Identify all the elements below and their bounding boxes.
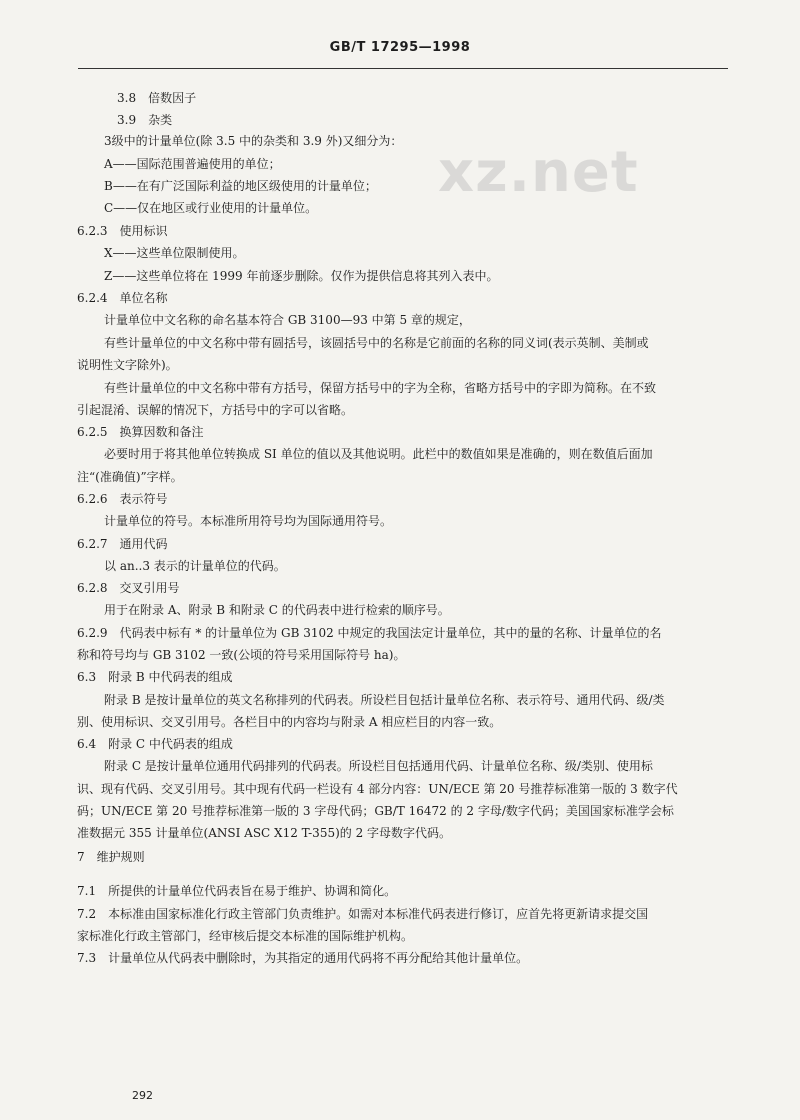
paragraph-line: 计量单位的符号。本标准所用符号均为国际通用符号。 [104,514,393,528]
header-rule [78,68,728,69]
section-heading-6-3: 6.3 附录 B 中代码表的组成 [77,670,233,684]
paragraph-line: A——国际范围普遍使用的单位； [104,157,281,171]
section-heading-6-2-4: 6.2.4 单位名称 [77,291,168,305]
paragraph-line: 有些计量单位的中文名称中带有圆括号，该圆括号中的名称是它前面的名称的同义词(表示英制、美制或 [104,336,649,350]
paragraph-line: 必要时用于将其他单位转换成 SI 单位的值以及其他说明。此栏中的数值如果是准确的，则在数值后面加 [104,447,653,461]
paragraph-line: 称和符号均与 GB 3102 一致(公顷的符号采用国际符号 ha)。 [77,648,406,662]
section-heading-6-2-3: 6.2.3 使用标识 [77,224,168,238]
section-heading-6-4: 6.4 附录 C 中代码表的组成 [77,737,233,751]
list-item-3-9: 3.9 杂类 [117,113,173,127]
section-heading-6-2-8: 6.2.8 交叉引用号 [77,581,180,595]
clause-7-1: 7.1 所提供的计量单位代码表旨在易于维护、协调和简化。 [77,884,397,898]
paragraph-line: 用于在附录 A、附录 B 和附录 C 的代码表中进行检索的顺序号。 [104,603,450,617]
paragraph-line: 注“(准确值)”字样。 [77,470,183,484]
paragraph-line: B——在有广泛国际利益的地区级使用的计量单位； [104,179,377,193]
paragraph-line: 计量单位中文名称的命名基本符合 GB 3100—93 中第 5 章的规定， [104,313,471,327]
page-number: 292 [132,1089,153,1102]
paragraph-line: C——仅在地区或行业使用的计量单位。 [104,201,318,215]
section-heading-6-2-7: 6.2.7 通用代码 [77,537,168,551]
paragraph-line: 码；UN/ECE 第 20 号推荐标准第一版的 3 字母代码；GB/T 16472 的 2 字母/数字代码；美国国家标准学会标 [77,804,674,818]
paragraph-line: 附录 C 是按计量单位通用代码排列的代码表。所设栏目包括通用代码、计量单位名称、级/类别、使用标 [104,759,653,773]
paragraph-line: 识、现有代码、交叉引用号。其中现有代码一栏设有 4 部分内容：UN/ECE 第 20 号推荐标准第一版的 3 数字代 [77,782,678,796]
paragraph-line: 家标准化行政主管部门，经审核后提交本标准的国际维护机构。 [77,929,414,943]
section-heading-7: 7 维护规则 [77,850,145,864]
paragraph-line: 有些计量单位的中文名称中带有方括号，保留方括号中的字为全称，省略方括号中的字即为简称。在不致 [104,381,657,395]
section-heading-6-2-9: 6.2.9 代码表中标有 * 的计量单位为 GB 3102 中规定的我国法定计量单位，其中的量的名称、计量单位的名 [77,626,662,640]
list-item-3-8: 3.8 倍数因子 [117,91,197,105]
clause-7-2: 7.2 本标准由国家标准化行政主管部门负责维护。如需对本标准代码表进行修订，应首先将更新请求提交国 [77,907,649,921]
standard-code-header: GB/T 17295—1998 [329,40,471,55]
section-heading-6-2-6: 6.2.6 表示符号 [77,492,168,506]
paragraph-line: 说明性文字除外)。 [77,358,178,372]
paragraph-line: 准数据元 355 计量单位(ANSI ASC X12 T-355)的 2 字母数字代码。 [77,826,452,840]
paragraph-line: 别、使用标识、交叉引用号。各栏目中的内容均与附录 A 相应栏目的内容一致。 [77,715,502,729]
paragraph-line: X——这些单位限制使用。 [104,246,245,260]
paragraph-line: 附录 B 是按计量单位的英文名称排列的代码表。所设栏目包括计量单位名称、表示符号、通用代码、级/类 [104,693,665,707]
paragraph-line: 以 an..3 表示的计量单位的代码。 [104,559,286,573]
clause-7-3: 7.3 计量单位从代码表中删除时，为其指定的通用代码将不再分配给其他计量单位。 [77,951,529,965]
paragraph-line: Z——这些单位将在 1999 年前逐步删除。仅作为提供信息将其列入表中。 [104,269,499,283]
section-heading-6-2-5: 6.2.5 换算因数和备注 [77,425,204,439]
paragraph-line: 3级中的计量单位(除 3.5 中的杂类和 3.9 外)又细分为： [104,134,403,148]
watermark: xz.net [438,140,639,205]
paragraph-line: 引起混淆、误解的情况下，方括号中的字可以省略。 [77,403,354,417]
